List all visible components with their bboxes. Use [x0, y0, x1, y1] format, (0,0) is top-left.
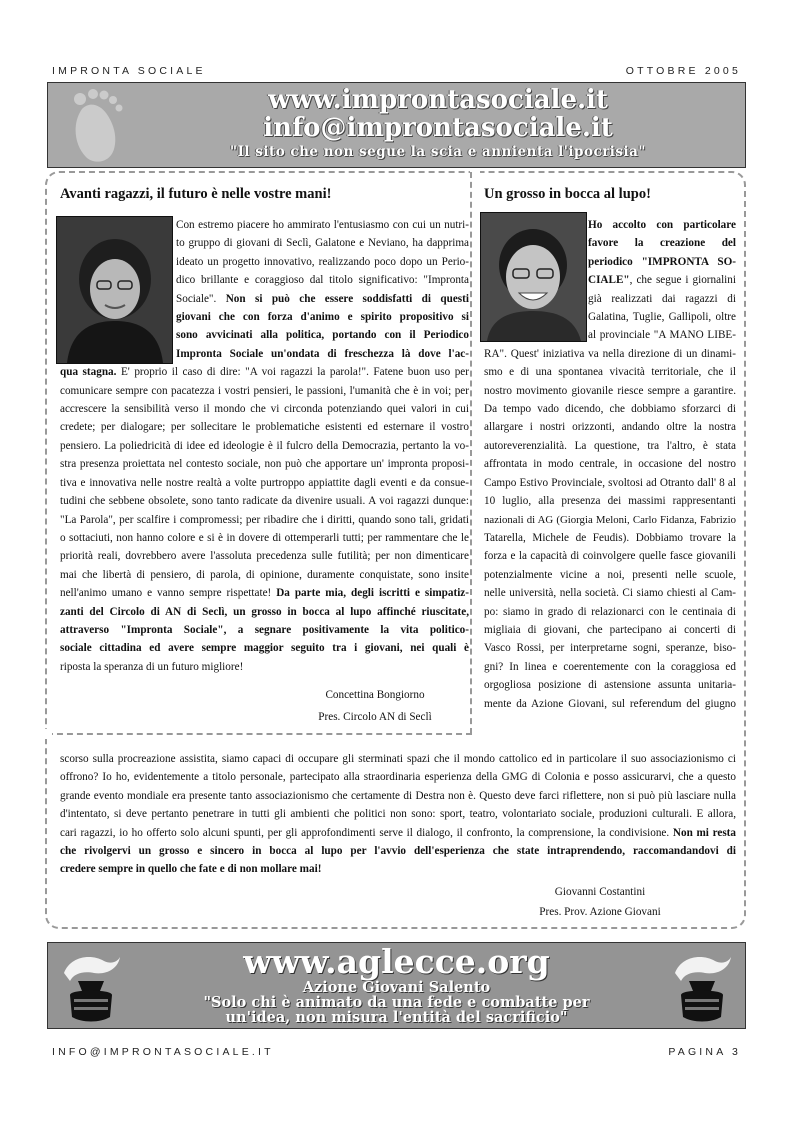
- footer-page-number: PAGINA 3: [668, 1046, 741, 1058]
- bold-text: Impronta Sociale un'ondata di freschezza là dove l'ac-: [176, 347, 469, 360]
- text-run: Vasco Rossi, per interpretarne sogni, speranze, biso-: [484, 642, 736, 655]
- article-right-body: [484, 216, 736, 713]
- text-run: nostro movimento giovanile riesce sempre a garantire.: [484, 384, 736, 397]
- text-line: [588, 290, 736, 308]
- text-line: [60, 455, 469, 473]
- text-line: [484, 639, 736, 657]
- text-run: migliaia di giovani, che partecipano ai concerti di: [484, 623, 736, 636]
- text-run: ideato un progetto innovativo, realizzando poco dopo un Perio-: [176, 255, 469, 268]
- text-line: [176, 234, 469, 252]
- aglecce-quote-2: un'idea, non misura l'entità del sacrificio": [225, 1009, 568, 1026]
- text-line: [484, 400, 736, 418]
- text-line: [176, 308, 469, 326]
- flame-logo-icon-right: [671, 951, 733, 1023]
- text-run: cari ragazzi, io ho offerto solo alcuni spunti, per gli approfondimenti serve il dialogo, il confronto, la comprensione, la condivisione.: [60, 826, 673, 839]
- text-line: [176, 290, 469, 308]
- text-line: [176, 216, 469, 234]
- text-line: [60, 547, 469, 565]
- text-run: forza e la capacità di coinvolgere quelle fasce giovanili: [484, 550, 736, 563]
- right-signature-name: Giovanni Costantini: [554, 886, 646, 898]
- footprint-icon: [62, 87, 132, 165]
- text-run: grande evento mondiale era presente tanto associazionismo che certamente di Destra non è. Questo deve farci riflettere, non si può più lasciare nulla: [60, 789, 736, 802]
- text-line: [176, 326, 469, 344]
- text-run: "La Parola", per scalfire i compromessi; per ribadire che i diritti, quando sono tali, gridati: [60, 513, 469, 526]
- text-line: [484, 511, 736, 529]
- text-line: [60, 418, 469, 436]
- text-run: nazionali di AG (Giorgia Meloni, Carlo Fidanza, Fabrizio: [484, 513, 736, 526]
- aglecce-url[interactable]: www.aglecce.org: [243, 942, 550, 981]
- aglecce-org: Azione Giovani Salento: [302, 979, 491, 996]
- text-line: [484, 566, 736, 584]
- text-run: nell'animo umano e vanno sempre rispettate!: [60, 587, 277, 600]
- text-run: nelle università, nella società. Ci siamo chiesti al Cam-: [484, 587, 736, 600]
- text-line: [60, 363, 469, 381]
- text-run: 10 luglio, alla presenza dei massimi rappresentanti: [484, 495, 736, 508]
- article-left-title: Avanti ragazzi, il futuro è nelle vostre mani!: [60, 186, 332, 202]
- text-line: [60, 658, 469, 676]
- text-run: o sottaciuti, non hanno colore e si è in dovere di ottemperarli tutti; per rammentare che le: [60, 531, 469, 544]
- text-line: [176, 271, 469, 289]
- left-signature-name: Concettina Bongiorno: [325, 689, 425, 701]
- text-line: [484, 455, 736, 473]
- text-line: [60, 474, 469, 492]
- text-run: già realizzati dai ragazzi di: [588, 292, 736, 305]
- header-publication: IMPRONTA SOCIALE: [52, 65, 206, 77]
- text-run: allargare i nostri orizzonti, andando oltre la nostra: [484, 421, 736, 434]
- bold-text: sono avvicinati alla politica, portando con il Periodico: [176, 329, 469, 342]
- text-line: [60, 584, 469, 602]
- text-run: RA". Quest' iniziativa va nella direzione di un dinami-: [484, 347, 736, 360]
- text-line: [484, 621, 736, 639]
- text-line: [60, 382, 469, 400]
- text-line: [176, 345, 469, 363]
- bold-text: sociale cittadina ed avere sempre maggior seguito tra i giovani, nei quali è: [60, 642, 469, 655]
- footer-email[interactable]: INFO@IMPRONTASOCIALE.IT: [52, 1046, 274, 1058]
- text-line: [484, 676, 736, 694]
- text-run: tudini che sebbene obsolete, sono tanto radicate da divenire usuali. A voi ragazzi dunque:: [60, 495, 469, 508]
- article-right-title: Un grosso in bocca al lupo!: [484, 186, 651, 202]
- article-right-continuation: [60, 750, 736, 879]
- site-tagline: "Il sito che non segue la scia e annienta l'ipocrisia": [230, 144, 646, 160]
- text-line: [484, 418, 736, 436]
- text-line: [588, 253, 736, 271]
- text-line: [176, 253, 469, 271]
- text-line: [60, 437, 469, 455]
- text-run: affrontata in modo centrale, in occasione del nostro: [484, 458, 736, 471]
- text-line: [60, 860, 736, 878]
- text-line: [484, 363, 736, 381]
- bold-text: giovani che con forza d'animo e spirito propositivo si: [176, 311, 469, 324]
- aglecce-quote-1: "Solo chi è animato da una fede e combatte per: [203, 994, 590, 1011]
- text-line: [484, 529, 736, 547]
- text-line: [60, 511, 469, 529]
- text-run: pensiero. La poliedricità di idee ed ideologie è il fulcro della Democrazia, pertanto la vo-: [60, 439, 469, 452]
- text-run: smo e di una spontanea vivacità territoriale, che il: [484, 366, 736, 379]
- text-line: [588, 271, 736, 289]
- text-line: [484, 492, 736, 510]
- bold-text: Non si può che essere soddisfatti di questi: [225, 292, 469, 305]
- text-line: [484, 474, 736, 492]
- text-line: [588, 326, 736, 344]
- left-signature-role: Pres. Circolo AN di Seclì: [318, 711, 432, 723]
- text-run: Tatarella, Michele de Feudis). Dobbiamo trovare la: [484, 531, 736, 544]
- text-run: , che segue i giornalini: [629, 274, 736, 287]
- text-line: [60, 529, 469, 547]
- text-run: mai che libertà di pensiero, di parola, di opinione, duramente conquistate, sono insite: [60, 568, 469, 581]
- text-run: Con estremo piacere ho ammirato l'entusiasmo con cui un nutri-: [176, 219, 469, 231]
- bold-text: che rivolgervi un grosso e sincero in bocca al lupo per l'avvio dell'esperienza che state intraprendendo, raccomandandovi di: [60, 845, 736, 858]
- text-run: potenzialmente vicine a noi, presenti nelle scuole,: [484, 568, 736, 581]
- text-line: [60, 621, 469, 639]
- text-run: riposta la speranza di un futuro migliore!: [60, 660, 244, 673]
- bold-text: attraverso "Impronta Sociale", a segnare positivamente la vita politico-: [60, 623, 469, 636]
- text-line: [60, 639, 469, 657]
- bold-text: Non mi resta: [672, 826, 736, 839]
- text-line: [588, 308, 736, 326]
- text-run: autoreverenzialità. La questione, tra l'altro, è stata: [484, 439, 736, 452]
- text-run: Da tempo vado dicendo, che dobbiamo sforzarci di: [484, 403, 736, 416]
- text-run: scorso sulla procreazione assistita, siamo capaci di occupare gli sterminati spazi che il mondo cattolico ed in particolare il suo associazionismo ci: [60, 753, 736, 765]
- text-line: [60, 603, 469, 621]
- column-divider: [470, 172, 472, 734]
- bold-text: credere sempre in quello che fate e di non mollare mai!: [60, 863, 322, 876]
- text-run: Galatina, Tuglie, Gallipoli, oltre: [588, 311, 736, 324]
- text-line: [60, 805, 736, 823]
- bold-text: zanti del Circolo di AN di Seclì, un grosso in bocca al lupo affinché riuscitate,: [60, 605, 469, 618]
- bold-text: CIALE": [588, 274, 630, 287]
- text-line: [588, 216, 736, 234]
- text-run: mente da Azione Giovani, sul referendum del giugno: [484, 697, 736, 710]
- text-run: offrono? Io ho, evidentemente a titolo personale, partecipato alla straordinaria esperienza della GMG di Colonia e posso assicurarvi, che a questo: [60, 771, 736, 784]
- text-line: [484, 603, 736, 621]
- text-run: accrescere la sensibilità verso il mondo che vi circonda potenziando quei valori in cui: [60, 403, 469, 416]
- site-email[interactable]: info@improntasociale.it: [263, 113, 613, 143]
- text-line: [60, 768, 736, 786]
- bold-text: favore la creazione del: [588, 237, 736, 250]
- top-banner: [47, 82, 746, 168]
- header-date: OTTOBRE 2005: [625, 65, 741, 77]
- text-line: [588, 234, 736, 252]
- text-run: orgogliosa posizione di astensione assunta unitaria-: [484, 679, 736, 692]
- text-line: [60, 787, 736, 805]
- text-run: gni? In linea e coerentemente con la coraggiosa ed: [484, 660, 736, 673]
- text-run: al provinciale "A MANO LIBE-: [588, 329, 736, 342]
- text-run: Campo Estivo Provinciale, svoltosi ad Otranto dall' 8 al: [484, 476, 736, 489]
- text-line: [60, 824, 736, 842]
- text-run: stra presenza proiettata nel contesto sociale, non può che apportare un' impronta proposi-: [60, 458, 469, 471]
- section-divider-left: [47, 733, 472, 735]
- text-line: [484, 658, 736, 676]
- text-run: tiva e innovativa nelle nostre realtà a volte purtroppo appiattite dagli eventi e da consue-: [60, 476, 469, 489]
- text-line: [484, 547, 736, 565]
- text-line: [60, 400, 469, 418]
- article-left-body: [60, 216, 469, 676]
- text-run: po: siamo in grado di relazionarci con le centinaia di: [484, 605, 736, 618]
- text-run: to gruppo di giovani di Seclì, Galatone e Neviano, ha dapprima: [176, 237, 469, 250]
- text-line: [60, 566, 469, 584]
- text-line: [484, 437, 736, 455]
- text-line: [484, 695, 736, 713]
- bottom-banner: [47, 942, 746, 1029]
- text-line: [484, 345, 736, 363]
- text-run: E' proprio il caso di dire: "A voi ragazzi la parola!". Fatene buon uso per: [116, 366, 469, 379]
- text-line: [484, 584, 736, 602]
- text-line: [60, 750, 736, 768]
- right-signature-role: Pres. Prov. Azione Giovani: [539, 906, 661, 918]
- text-line: [484, 382, 736, 400]
- text-run: comunicare sempre con pacatezza i vostri pensieri, le passioni, l'umanità che è in voi; per: [60, 384, 469, 397]
- text-line: [60, 492, 469, 510]
- text-run: priorità reali, dovrebbero avere l'assoluta precedenza sulle futilità; per non dimenticare: [60, 550, 469, 563]
- text-run: dico brillante e coraggioso dal titolo significativo: "Impronta: [176, 274, 469, 287]
- bold-text: Da parte mia, degli iscritti e simpatiz-: [276, 587, 469, 600]
- text-run: Sociale".: [176, 292, 226, 305]
- bold-text: Ho accolto con particolare: [588, 219, 736, 231]
- text-run: credete; per dialogare; per sollecitare le problematiche esistenti ed esternare il vostro: [60, 421, 469, 434]
- text-run: d'intentato, si deve pertanto penetrare in tutti gli ambienti che politici non sono: sport, teatro, volontariato sociale, produzioni culturali. E allora,: [60, 808, 736, 821]
- text-line: [60, 842, 736, 860]
- bold-text: qua stagna.: [60, 366, 117, 379]
- flame-logo-icon: [60, 951, 122, 1023]
- site-url[interactable]: www.improntasociale.it: [268, 85, 608, 115]
- bold-text: periodico "IMPRONTA SO-: [588, 255, 736, 268]
